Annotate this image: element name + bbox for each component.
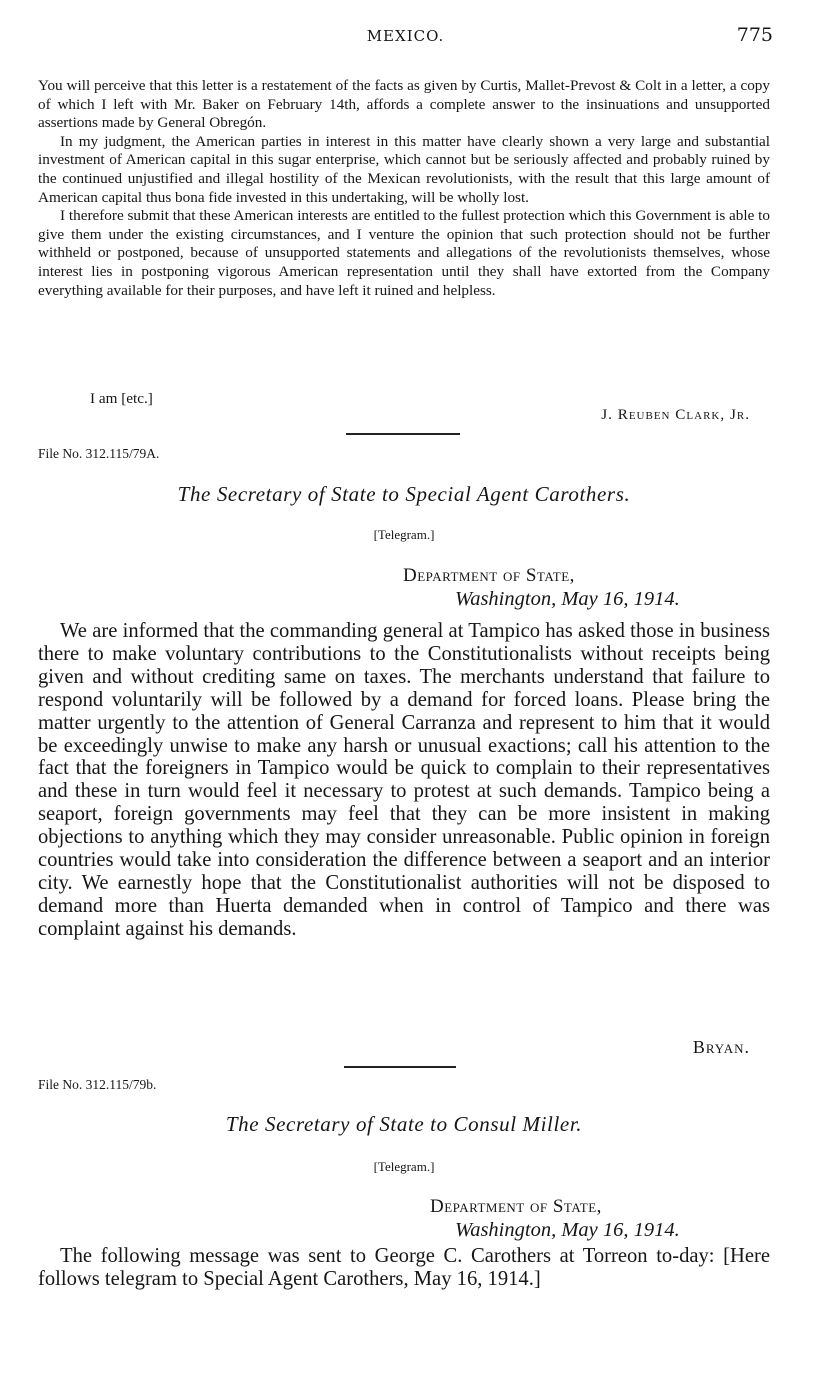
telegram-body — [38, 620, 770, 941]
document-heading: The Secretary of State to Consul Miller. — [225, 1112, 583, 1136]
dateline: Washington, May 16, 1914. — [455, 588, 680, 610]
telegram-body-text: The following message was sent to George C. Carothers at Torreon to-day: [Here follows telegram to Special Agent Carothers, May 16, 1914.] — [38, 1245, 770, 1290]
letter-paragraph-2: In my judgment, the American parties in interest in this matter have clearly shown a very large and substantial investment of American capital in this sugar enterprise, which cannot but be seriously affected and probably ruined by the continued unjustified and illegal hostility of the Mexican revolutionists, with the result that this large amount of American capital thus bona fide invested in this undertaking, will be wholly lost. — [38, 132, 770, 206]
section-divider — [346, 433, 460, 435]
letter-continuation — [38, 77, 770, 300]
letter-closing: I am [etc.] — [90, 390, 153, 407]
file-number: File No. 312.115/79b. — [38, 1077, 157, 1092]
department-line: Department of State, — [430, 1196, 602, 1217]
telegram-body — [38, 1245, 770, 1291]
telegram-signature: Bryan. — [692, 1037, 750, 1057]
running-head — [38, 24, 773, 48]
section-divider — [344, 1066, 456, 1068]
dateline: Washington, May 16, 1914. — [455, 1219, 680, 1241]
letter-paragraph-3: I therefore submit that these American interests are entitled to the fullest protection which this Government is able to give them under the existing circumstances, and I venture the opinion that such protection should not be further withheld or postponed, because of unsupported statements and allegations of the revolutionists themselves, whose interest lies in postponing vigorous American representation until they shall have extorted from the Company everything available for their purposes, and have left it ruined and helpless. — [38, 207, 770, 299]
page-number: 775 — [736, 24, 773, 46]
document-heading: The Secretary of State to Special Agent Carothers. — [177, 482, 631, 506]
letter-signature: J. Reuben Clark, Jr. — [601, 406, 750, 423]
telegram-tag: [Telegram.] — [373, 527, 435, 542]
telegram-body-text: We are informed that the commanding general at Tampico has asked those in business there to make voluntary contributions to the Constitutionalists without receipts being given and without crediting same on taxes. The merchants understand that failure to respond voluntarily will be followed by a demand for forced loans. Please bring the matter urgently to the attention of General Carranza and represent to him that it would be exceedingly unwise to make any harsh or unusual exactions; call his attention to the fact that the foreigners in Tampico would be quick to complain to their representatives and these in turn would feel it necessary to protest at such demands. Tampico being a seaport, foreign governments may feel that they can be more insistent in making objections to anything which they may consider unreasonable. Public opinion in foreign countries would take into consideration the difference between a seaport and an interior city. We earnestly hope that the Constitutionalist authorities will not be disposed to demand more than Huerta demanded when in control of Tampico and there was complaint against his demands. — [38, 620, 770, 940]
running-head-title: MEXICO. — [366, 27, 445, 45]
letter-paragraph-1: You will perceive that this letter is a restatement of the facts as given by Curtis, Mallet-Prevost & Colt in a letter, a copy of which I left with Mr. Baker on February 14th, affords a complete answer to the insinuations and unsupported assertions made by General Obregón. — [38, 77, 770, 132]
file-number: File No. 312.115/79A. — [38, 446, 160, 461]
telegram-tag: [Telegram.] — [373, 1159, 435, 1174]
department-line: Department of State, — [403, 565, 575, 586]
